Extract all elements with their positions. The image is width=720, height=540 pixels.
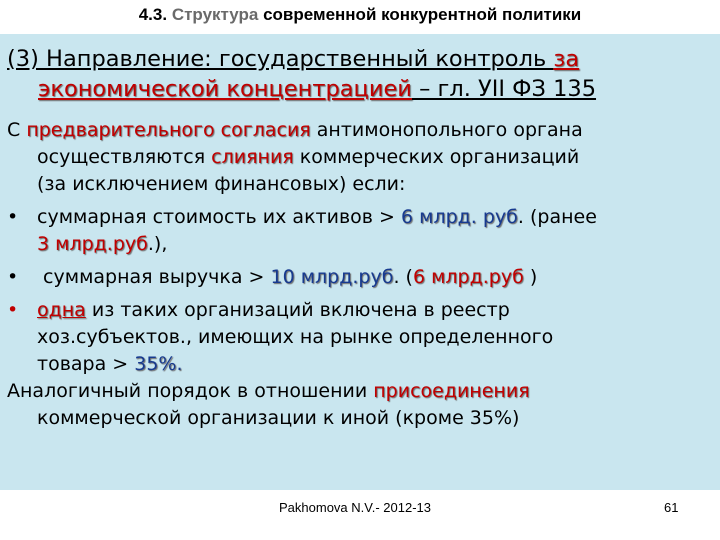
slide-body: [7, 117, 713, 432]
intro-text: антимонопольного органа: [310, 119, 583, 141]
bullet-text: суммарная стоимость их активов >: [37, 206, 401, 228]
bullet-text: . (ранее: [517, 206, 597, 228]
closing-text: Аналогичный порядок в отношении: [7, 380, 374, 402]
one-term: одна: [37, 299, 86, 321]
revenue-threshold: 10 млрд.руб: [270, 266, 394, 288]
bullet-registry: [7, 297, 713, 324]
bullet-registry-cont-2: [7, 351, 713, 378]
bullet-text: . (: [393, 266, 413, 288]
intro-line-2: [7, 144, 713, 171]
accession-term: присоединения: [373, 380, 530, 402]
assets-previous-threshold: 3 млрд.руб: [37, 233, 148, 255]
assets-threshold: 6 млрд. руб: [400, 206, 518, 228]
heading-concentration: экономической концентрацией: [38, 76, 412, 102]
market-share-threshold: 35%.: [134, 353, 183, 375]
slide-heading: [7, 44, 713, 104]
bullet-icon: •: [7, 206, 19, 228]
bullet-registry-cont-1: хоз.субъектов., имеющих на рынке определенного: [37, 326, 554, 348]
heading-chapter: – гл. УII ФЗ 135: [411, 76, 597, 102]
bullet-assets-cont: [7, 231, 713, 258]
bullet-icon: •: [7, 299, 19, 321]
closing-line-1: [7, 378, 713, 405]
bullet-assets: [7, 204, 713, 231]
heading-za: за: [553, 46, 580, 72]
intro-text: С: [7, 119, 27, 141]
header-highlight: Структура: [171, 5, 259, 24]
bullet-text: ): [523, 266, 538, 288]
footer-band: [0, 490, 720, 540]
bullet-revenue: [7, 264, 713, 291]
bullet-text: суммарная выручка >: [37, 266, 271, 288]
prior-consent-term: предварительного согласия: [26, 119, 311, 141]
closing-line-2: коммерческой организации к иной (кроме 35%): [37, 407, 520, 429]
page-number: 61: [664, 500, 679, 515]
intro-text: коммерческих организаций: [293, 146, 580, 168]
intro-line-3: (за исключением финансовых) если:: [37, 173, 406, 195]
header-rest: современной конкурентной политики: [258, 5, 582, 24]
footer-author: Pakhomova N.V.- 2012-13: [279, 500, 432, 515]
heading-direction: (3) Направление: государственный контроль: [7, 46, 554, 72]
bullet-text: .),: [147, 233, 168, 255]
slide-header: [0, 5, 720, 25]
heading-line-2: [7, 74, 713, 104]
header-prefix: 4.3.: [138, 5, 172, 24]
heading-line-1: [7, 44, 713, 74]
intro-line-1: [7, 117, 713, 144]
revenue-previous-threshold: 6 млрд.руб: [412, 266, 524, 288]
bullet-text: товара >: [37, 353, 135, 375]
intro-text: осуществляются: [37, 146, 212, 168]
mergers-term: слияния: [211, 146, 294, 168]
bullet-icon: •: [7, 266, 19, 288]
bullet-text: из таких организаций включена в реестр: [85, 299, 510, 321]
